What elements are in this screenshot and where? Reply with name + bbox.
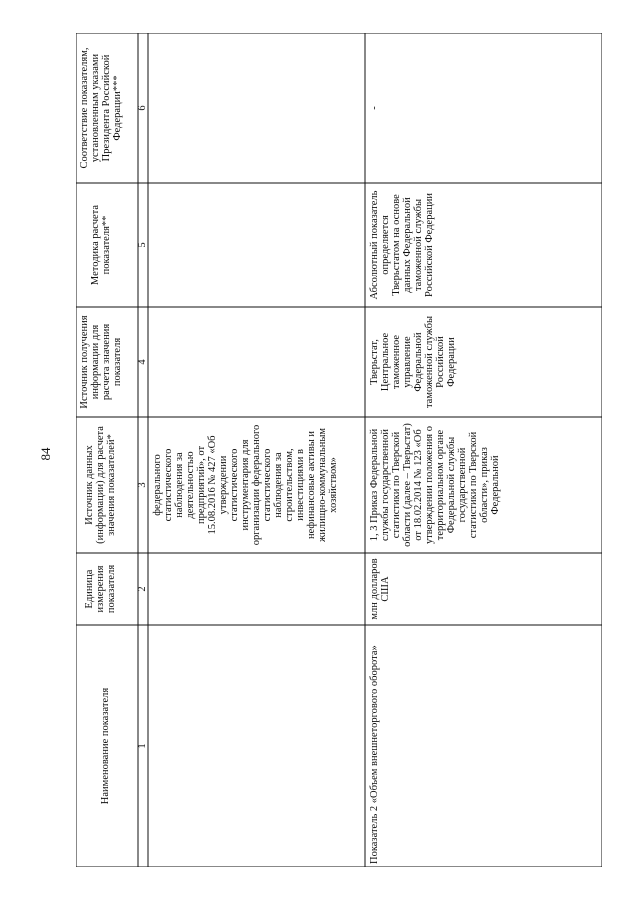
column-number-1: 1: [137, 743, 148, 749]
column-number-2: 2: [137, 586, 148, 592]
header-name: Наименование показателя: [100, 687, 111, 805]
header-source-info: Источник получения информации для расчета значения показателя: [79, 315, 123, 409]
header-unit: Единица измерения показателя: [84, 564, 117, 614]
row2-source-data: 1, 3 Приказ Федеральной службы государственной статистики по Тверской области (далее – Тверьстат) от 18.02.2014 № 123 «Об утверждении положения о территориальном органе Федеральной службы государственной статистики по Тверской области», приказ Федеральной: [369, 423, 501, 547]
row2-method: Абсолютный показатель определяется Тверьстатом на основе данных Федеральной таможенной службы Российской Федерации: [369, 190, 435, 300]
header-method: Методика расчета показателя**: [90, 204, 112, 286]
row2-indicator-name: Показатель 2 «Объем внешнеторгового оборота»: [369, 645, 380, 864]
column-number-5: 5: [137, 242, 148, 248]
row2-unit: млн долларов США: [369, 558, 391, 620]
column-number-4: 4: [137, 359, 148, 365]
header-source-data: Источник данных (информации) для расчета значения показателей*: [84, 426, 117, 544]
row2-compliance: -: [369, 106, 380, 110]
header-compliance: Соответствие показателям, установленным указами Президента Российской Федерации***: [79, 47, 123, 169]
column-number-3: 3: [137, 482, 148, 488]
row2-source-info: Тверьстат, Центральное таможенное управление Федеральной таможенной службы Российской Федерации: [369, 315, 457, 409]
row1-source-data: федерального статистического наблюдения за деятельностью предприятий», от 15.08.2016 № 427 «Об утверждении статистического инструментария для организации федерального статистического наблюдения за строительством, инвестициями в нефинансовые активы и жилищно-коммунальным хозяйством»: [152, 424, 339, 546]
page-number: 84: [38, 447, 53, 461]
column-number-6: 6: [137, 105, 148, 111]
rotated-table-sheet: [76, 33, 602, 867]
